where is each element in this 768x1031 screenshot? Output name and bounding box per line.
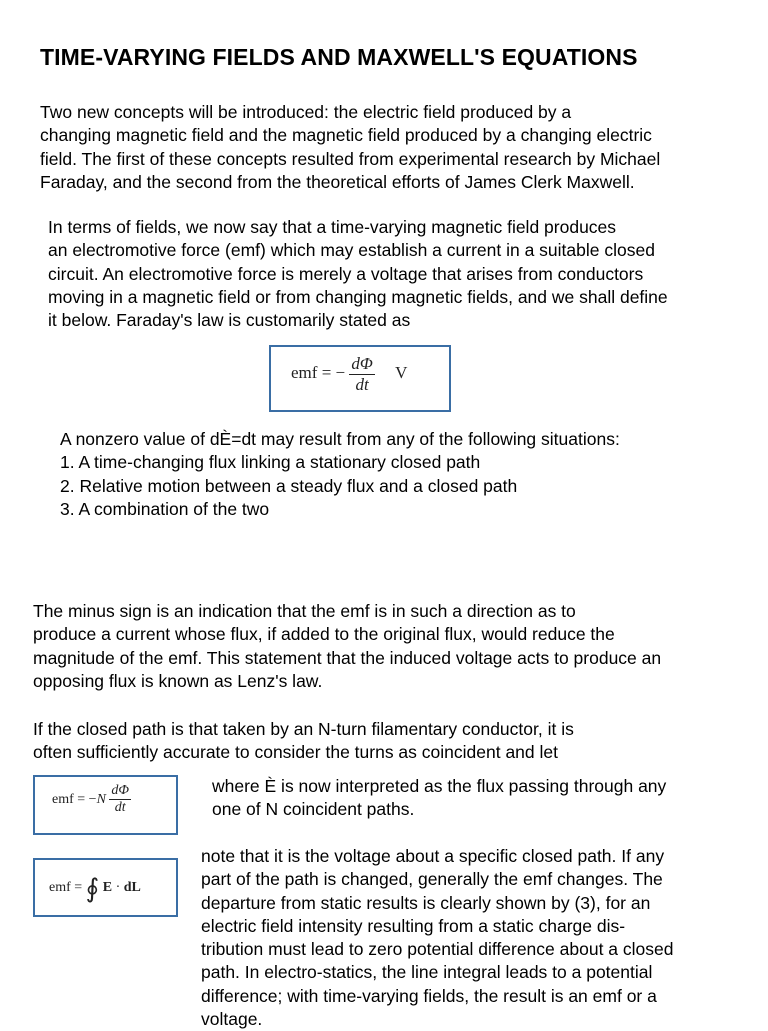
eq1-fraction [349,354,374,394]
note-line: electric field intensity resulting from a static charge dis- [201,915,626,936]
note-line: note that it is the voltage about a specific closed path. If any [201,846,665,866]
nturn-line: often sufficiently accurate to consider the turns as coincident and let [33,742,558,763]
lenz-line: opposing flux is known as Lenz's law. [33,670,323,691]
page-title: TIME-VARYING FIELDS AND MAXWELL'S EQUATIONS [40,44,638,70]
eq2-fraction [109,783,131,816]
situation-item: 3. A combination of the two [60,498,270,519]
eq1-equals: = − [321,362,346,382]
lenz-line: magnitude of the emf. This statement that the induced voltage acts to produce an [33,647,662,668]
situations-intro: A nonzero value of dÈ=dt may result from any of the following situations: [60,429,620,449]
intro-line: field. The first of these concepts resulted from experimental research by Michael [40,148,661,169]
nturn-equation-box [33,775,178,835]
eq3-dL: dL [123,880,141,895]
fields-line: moving in a magnetic field or from changing magnetic fields, and we shall define [48,286,668,307]
nturn-line: If the closed path is that taken by an N-turn filamentary conductor, it is [33,719,574,739]
contour-integral-icon: ∮ [85,874,100,903]
situation-item: 2. Relative motion between a steady flux and a closed path [60,475,518,496]
lenz-line: The minus sign is an indication that the emf is in such a direction as to [33,601,576,621]
situation-item: 1. A time-changing flux linking a stationary closed path [60,452,481,473]
intro-line: changing magnetic field and the magnetic field produced by a changing electric [40,125,652,146]
fields-paragraph [48,216,668,332]
note-line: departure from static results is clearly shown by (3), for an [201,892,651,913]
note-line: part of the path is changed, generally the emf changes. The [201,869,663,890]
integral-equation-box [33,858,178,917]
eq2-numerator: dΦ [109,783,131,800]
lenz-line: produce a current whose flux, if added to the original flux, would reduce the [33,624,615,645]
note-line: path. In electro-statics, the line integral leads to a potential [201,962,653,983]
where-line: one of N coincident paths. [212,799,415,820]
eq1-denominator: dt [355,374,369,394]
eq1-unit: V [395,362,408,382]
fields-line: In terms of fields, we now say that a time-varying magnetic field produces [48,217,617,237]
note-line: tribution must lead to zero potential difference about a closed [201,939,674,960]
faraday-equation-box [269,345,451,412]
eq2-denominator: dt [114,800,126,816]
eq1-numerator: dΦ [351,354,373,373]
eq2-var: N [96,791,106,807]
eq3-dot: · [115,880,121,895]
note-line: difference; with time-varying fields, the result is an emf or a [201,985,657,1006]
eq1-lhs: emf [291,362,318,382]
fields-line: circuit. An electromotive force is merely a voltage that arises from conductors [48,263,644,284]
note-line: voltage. [201,1009,263,1030]
intro-paragraph [40,101,660,194]
situations-paragraph [60,428,620,521]
fields-line: it below. Faraday's law is customarily stated as [48,310,411,331]
fields-line: an electromotive force (emf) which may establish a current in a suitable closed [48,240,655,261]
intro-line: Two new concepts will be introduced: the electric field produced by a [40,102,572,122]
eq2-lhs: emf [52,791,74,807]
lenz-paragraph [33,600,661,693]
eq3-field-E: E [102,880,113,895]
where-paragraph [212,775,666,822]
nturn-paragraph [33,718,574,765]
eq2-equals: = − [77,791,97,807]
intro-line: Faraday, and the second from the theoretical efforts of James Clerk Maxwell. [40,171,635,192]
where-line: where È is now interpreted as the flux passing through any [212,776,667,796]
note-paragraph [201,845,673,1031]
eq3-lhs: emf [49,880,71,895]
eq3-equals: = [74,880,83,895]
